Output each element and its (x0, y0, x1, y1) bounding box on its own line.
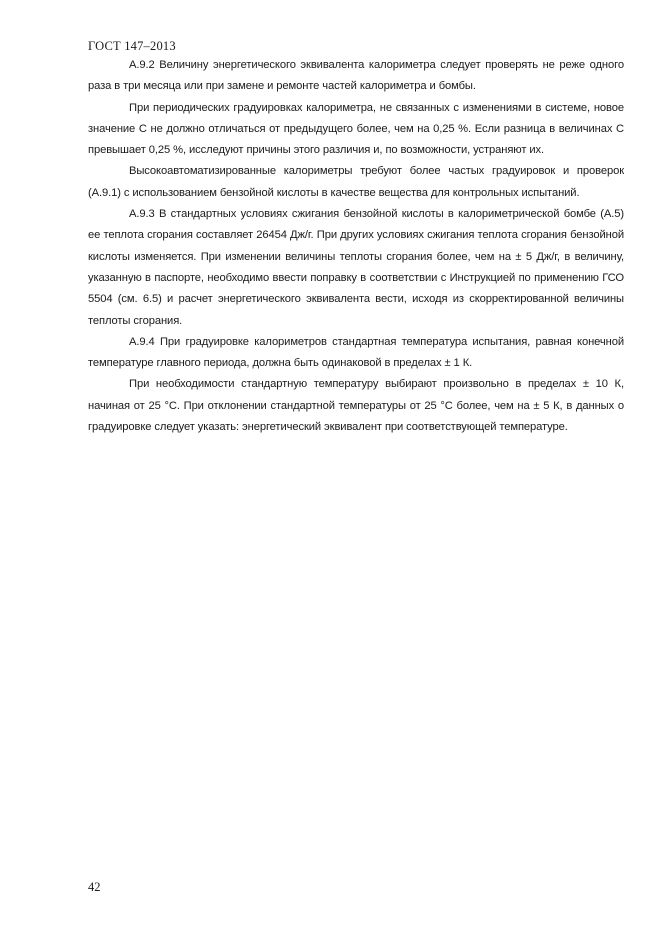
paragraph-standard-temperature: При необходимости стандартную температуру выбирают произвольно в пределах ± 10 К, начиная от 25 °С. При отклонении стандартной температуры от 25 °С более, чем на ± 5 К, в данных о градуировке следует указать: энергетический эквивалент при соответствующей температуре. (88, 378, 624, 434)
paragraph-a-9-4: А.9.4 При градуировке калориметров стандартная температура испытания, равная конечной температуре главного периода, должна быть одинаковой в пределах ± 1 К. (88, 335, 624, 370)
paragraph-a-9-3: А.9.3 В стандартных условиях сжигания бензойной кислоты в калориметрической бомбе (А.5) ее теплота сгорания составляет 26454 Дж/г. При других условиях сжигания теплота сгорания бензойной кислоты изменяется. При изменении величины теплоты сгорания более, чем на ± 5 Дж/г, в величину, указанную в паспорте, необходимо ввести поправку в соответствии с Инструкцией по применению ГСО 5504 (см. 6.5) и расчет энергетического эквивалента вести, исходя из скорректированной величины теплоты сгорания. (88, 208, 624, 327)
document-header: ГОСТ 147–2013 (88, 39, 176, 53)
document-body (88, 55, 624, 438)
paragraph-a-9-2: А.9.2 Величину энергетического эквивалента калориметра следует проверять не реже одного раза в три месяца или при замене и ремонте частей калориметра и бомбы. (88, 59, 624, 93)
page-number: 42 (88, 880, 101, 894)
paragraph-periodic-calibration: При периодических градуировках калориметра, не связанных с изменениями в системе, новое значение С не должно отличаться от предыдущего более, чем на 0,25 %. Если разница в величинах С превышает 0,25 %, исследуют причины этого различия и, по возможности, устраняют их. (88, 101, 624, 157)
paragraph-automated-calorimeters: Высокоавтоматизированные калориметры требуют более частых градуировок и проверок (А.9.1) с использованием бензойной кислоты в качестве вещества для контрольных испытаний. (88, 165, 624, 199)
